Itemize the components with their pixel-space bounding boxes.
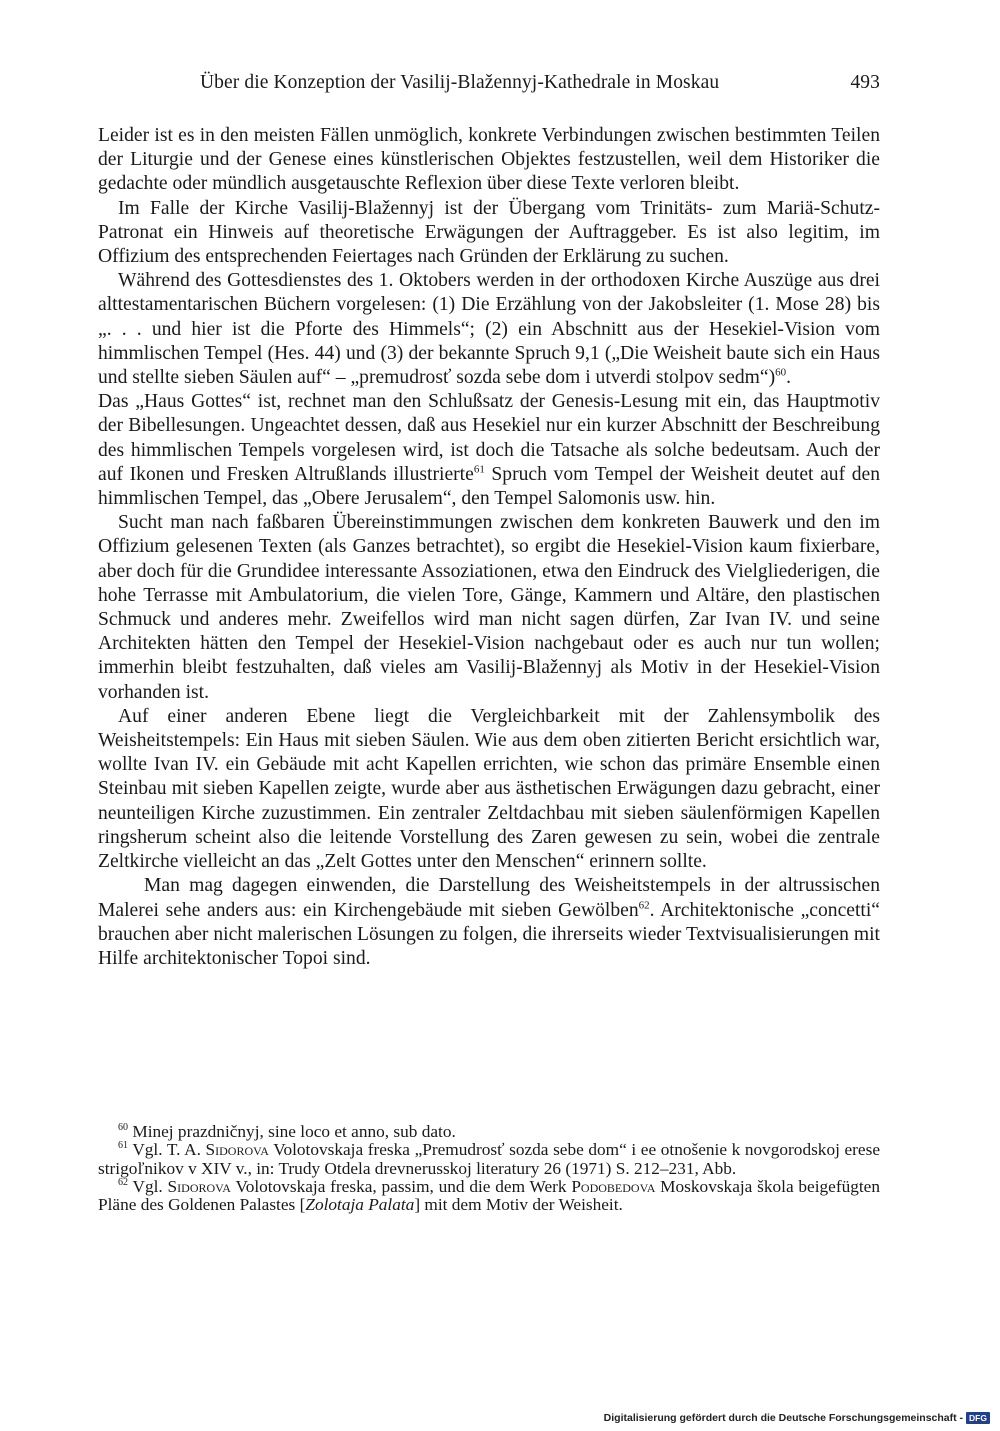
paragraph: Im Falle der Kirche Vasilij-Blažennyj ist der Übergang vom Trinitäts- zum Mariä-Schutz-Patronat ein Hinweis auf theoretische Erwägungen der Auftraggeber. Es ist also legitim, im Offizium des entsprechenden Feiertages nach Gründen der Erklärung zu suchen. [98,197,880,268]
footnote-ref[interactable]: 62 [638,898,650,911]
footnotes [98,1123,880,1214]
footnote-text: Minej prazdničnyj, sine loco et anno, sub dato. [132,1122,456,1141]
page-number: 493 [850,72,880,93]
footnote-text: Moskovskaja škola beigefügten Pläne des Goldenen Palastes [ [98,1176,880,1215]
footnote-number: 60 [118,1122,128,1134]
italic-title: Zolotaja Palata [305,1195,415,1215]
footnote-number: 62 [118,1177,128,1189]
footnote-text: Volotovskaja freska „Premudrosť sozda sebe dom“ i ee otnošenie k novgorodskoj erese strigoľnikov v XIV v., in: Trudy Otdela drevnerusskoj literatury 26 (1971) S. 212–231, Abb. [98,1140,880,1178]
footnote-text: Volotovskaja freska, passim, und die dem Werk [230,1176,572,1196]
paragraph: Auf einer anderen Ebene liegt die Vergleichbarkeit mit der Zahlensymbolik des Weisheitstempels: Ein Haus mit sieben Säulen. Wie aus dem oben zitierten Bericht ersichtlich war, wollte Ivan IV. ein Gebäude mit acht Kapellen errichten, wie schon das primäre Ensemble einen Steinbau mit sieben Kapellen zeigte, wurde aber aus ästhetischen Erwägungen dazu gebracht, einer neunteiligen Kirche zuzustimmen. Ein zentraler Zeltdachbau mit sieben säulenförmigen Kapellen ringsherum scheint also die leitende Vorstellung des Zaren gewesen zu sein, wobei die zentrale Zeltkirche vielleicht an das „Zelt Gottes unter den Menschen“ erinnern sollte. [98,705,880,873]
footer-text: Digitalisierung gefördert durch die Deutsche Forschungsgemeinschaft - [603,1412,964,1424]
paragraph: Leider ist es in den meisten Fällen unmöglich, konkrete Verbindungen zwischen bestimmten Teilen der Liturgie und der Genese eines künstlerischen Objektes festzustellen, weil dem Historiker die gedachte oder mündlich ausgetauschte Reflexion über diese Texte verloren bleibt. [98,125,880,195]
footnote-ref[interactable]: 60 [775,366,787,379]
author-name: Sidorova [205,1140,269,1160]
footnote-number: 61 [118,1140,128,1152]
dfg-logo-icon: DFG [966,1412,990,1424]
footnote [98,1123,880,1141]
paragraph-text: Spruch vom Tempel der Weisheit deutet auf den himmlischen Tempel, das „Obere Jerusalem“, den Tempel Salomonis usw. hin. [98,463,880,510]
paragraph [98,269,880,390]
paragraph [98,874,880,971]
main-text [98,124,880,971]
footnote-text: ] mit dem Motiv der Weisheit. [414,1195,623,1215]
running-title: Über die Konzeption der Vasilij-Blažennyj-Kathedrale in Moskau [200,72,720,93]
paragraph-text: Das „Haus Gottes“ ist, rechnet man den Schlußsatz der Genesis-Lesung mit ein, das Hauptmotiv der Bibellesungen. Ungeachtet dessen, daß aus Hesekiel nur ein kurzer Abschnitt der Beschreibung des himmlischen Tempels vorgelesen wird, ist doch die Tatsache als solche bedeutsam. Auch der auf Ikonen und Fresken Altrußlands illustrierte [98,391,880,485]
author-name: Sidorova [167,1176,231,1196]
digitization-footer [604,1410,990,1426]
author-name: Podobedova [571,1176,656,1196]
paragraph-text: Während des Gottesdienstes des 1. Oktobers werden in der orthodoxen Kirche Auszüge aus drei alttestamentarischen Büchern vorgelesen: (1) Die Erzählung von der Jakobsleiter (1. Mose 28) bis „. . . und hier ist die Pforte des Himmels“; (2) ein Abschnitt aus der Hesekiel-Vision vom himmlischen Tempel (Hes. 44) und (3) der bekannte Spruch 9,1 („Die Weisheit baute sich ein Haus und stellte sieben Säulen auf“ – „premudrosť sozda sebe dom i utverdi stolpov sedm“) [98,270,880,389]
footnote [98,1178,880,1215]
footnote-text: Vgl. [132,1176,168,1196]
paragraph-text: . [786,367,792,389]
footnote-ref[interactable]: 61 [473,463,485,476]
running-header [200,72,880,102]
footnote-text: Vgl. T. A. [132,1140,206,1160]
paragraph: Sucht man nach faßbaren Übereinstimmungen zwischen dem konkreten Bauwerk und den im Offizium gelesenen Texten (als Ganzes betrachtet), so ergibt die Hesekiel-Vision kaum fixierbare, aber doch für die Grundidee interessante Assoziationen, etwa den Eindruck des Vielgliederigen, die hohe Terrasse mit Ambulatorium, die vielen Tore, Gänge, Kammern und Altäre, den plastischen Schmuck und anderes mehr. Zweifellos wird man nicht sagen dürfen, Zar Ivan IV. und seine Architekten hätten den Tempel der Hesekiel-Vision nachgebaut oder es auch nur tun wollen; immerhin bleibt festzuhalten, daß vieles am Vasilij-Blažennyj als Motiv in der Hesekiel-Vision vorhanden ist. [98,512,880,703]
paragraph-text: Man mag dagegen einwenden, die Darstellung des Weisheitstempels in der altrussischen Malerei sehe anders aus: ein Kirchengebäude mit sieben Gewölben [98,875,880,921]
paragraph-text: . Architektonische „concetti“ brauchen aber nicht malerischen Lösungen zu folgen, die ihrerseits wieder Textvisualisierungen mit Hilfe architektonischer Topoi sind. [98,899,880,969]
paragraph [98,390,880,511]
footnote [98,1141,880,1178]
